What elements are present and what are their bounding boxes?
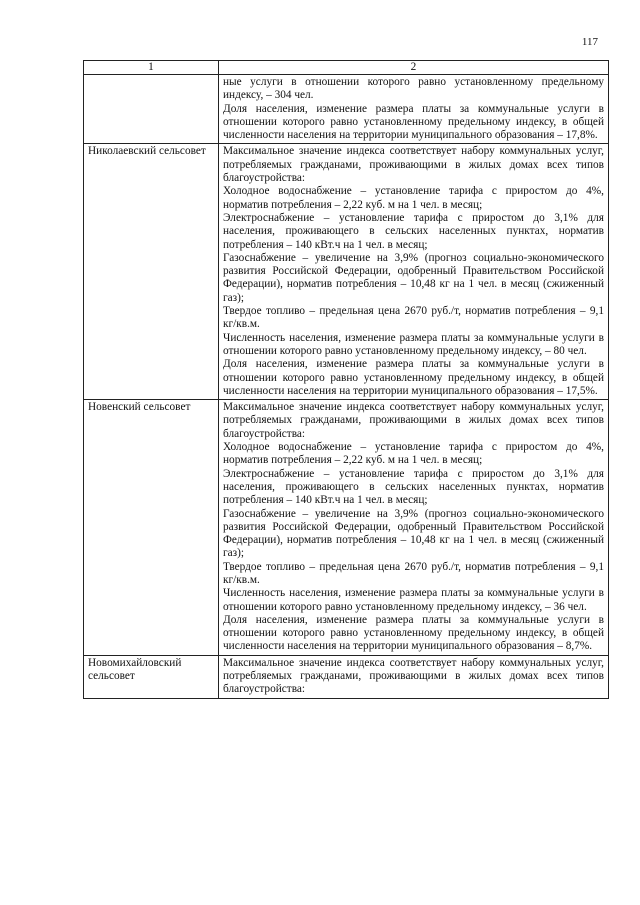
paragraph: Холодное водоснабжение – установление тарифа с приростом до 4%, норматив потребления – 2,22 куб. м на 1 чел. в месяц; (223, 185, 604, 211)
page-number: 117 (581, 36, 598, 48)
paragraph: Электроснабжение – установление тарифа с приростом до 3,1% для населения, проживающего в сельских населенных пунктах, норматив потребления – 140 кВт.ч на 1 чел. в месяц; (223, 211, 604, 251)
column-header-1: 1 (84, 61, 219, 75)
table-row (84, 400, 609, 656)
tariff-table (83, 60, 609, 699)
municipality-name: Новенский сельсовет (84, 400, 219, 656)
paragraph: Численность населения, изменение размера платы за коммунальные услуги в отношении которого равно установленному предельному индексу, – 80 чел. (223, 331, 604, 357)
paragraph: Твердое топливо – предельная цена 2670 руб./т, норматив потребления – 9,1 кг/кв.м. (223, 560, 604, 586)
paragraph: Доля населения, изменение размера платы за коммунальные услуги в отношении которого равно установленному предельному индексу, в общей численности населения на территории муниципального образования – 17,5%. (223, 358, 604, 397)
municipality-details (219, 400, 609, 656)
municipality-details (219, 655, 609, 698)
paragraph: Максимальное значение индекса соответствует набору коммунальных услуг, потребляемых гражданами, проживающими в жилых домах всех типов благоустройства: (223, 401, 604, 440)
paragraph: Численность населения, изменение размера платы за коммунальные услуги в отношении которого равно установленному предельному индексу, – 36 чел. (223, 587, 604, 613)
table-row (84, 75, 609, 144)
paragraph: Максимальное значение индекса соответствует набору коммунальных услуг, потребляемых гражданами, проживающими в жилых домах всех типов благоустройства: (223, 145, 604, 185)
municipality-details (219, 144, 609, 400)
municipality-name: Новомихайловский сельсовет (84, 655, 219, 698)
paragraph: Доля населения, изменение размера платы за коммунальные услуги в отношении которого равно установленному предельному индексу, в общей численности населения на территории муниципального образования – 8,7%. (223, 613, 604, 653)
paragraph: Газоснабжение – увеличение на 3,9% (прогноз социально-экономического развития Российской Федерации, одобренный Правительством Российской Федерации), норматив потребления – 10,48 кг на 1 чел. в месяц (сжиженный газ); (223, 507, 604, 560)
paragraph: Холодное водоснабжение – установление тарифа с приростом до 4%, норматив потребления – 2,22 куб. м на 1 чел. в месяц; (223, 441, 604, 467)
paragraph: Газоснабжение – увеличение на 3,9% (прогноз социально-экономического развития Российской Федерации, одобренный Правительством Российской Федерации), норматив потребления – 10,48 кг на 1 чел. в месяц (сжиженный газ); (223, 251, 604, 304)
paragraph: ные услуги в отношении которого равно установленному предельному индексу, – 304 чел. (223, 76, 604, 102)
column-header-2: 2 (219, 61, 609, 75)
table-header-row (84, 61, 609, 75)
table-row (84, 144, 609, 400)
municipality-name: Николаевский сельсовет (84, 144, 219, 400)
table-row (84, 655, 609, 698)
paragraph: Твердое топливо – предельная цена 2670 руб./т, норматив потребления – 9,1 кг/кв.м. (223, 305, 604, 331)
paragraph: Максимальное значение индекса соответствует набору коммунальных услуг, потребляемых гражданами, проживающими в жилых домах всех типов благоустройства: (223, 656, 604, 696)
paragraph: Доля населения, изменение размера платы за коммунальные услуги в отношении которого равно установленному предельному индексу, в общей численности населения на территории муниципального образования – 17,8%. (223, 102, 604, 142)
paragraph: Электроснабжение – установление тарифа с приростом до 3,1% для населения, проживающего в сельских населенных пунктах, норматив потребления – 140 кВт.ч на 1 чел. в месяц; (223, 467, 604, 507)
municipality-name (84, 75, 219, 144)
municipality-details (219, 75, 609, 144)
